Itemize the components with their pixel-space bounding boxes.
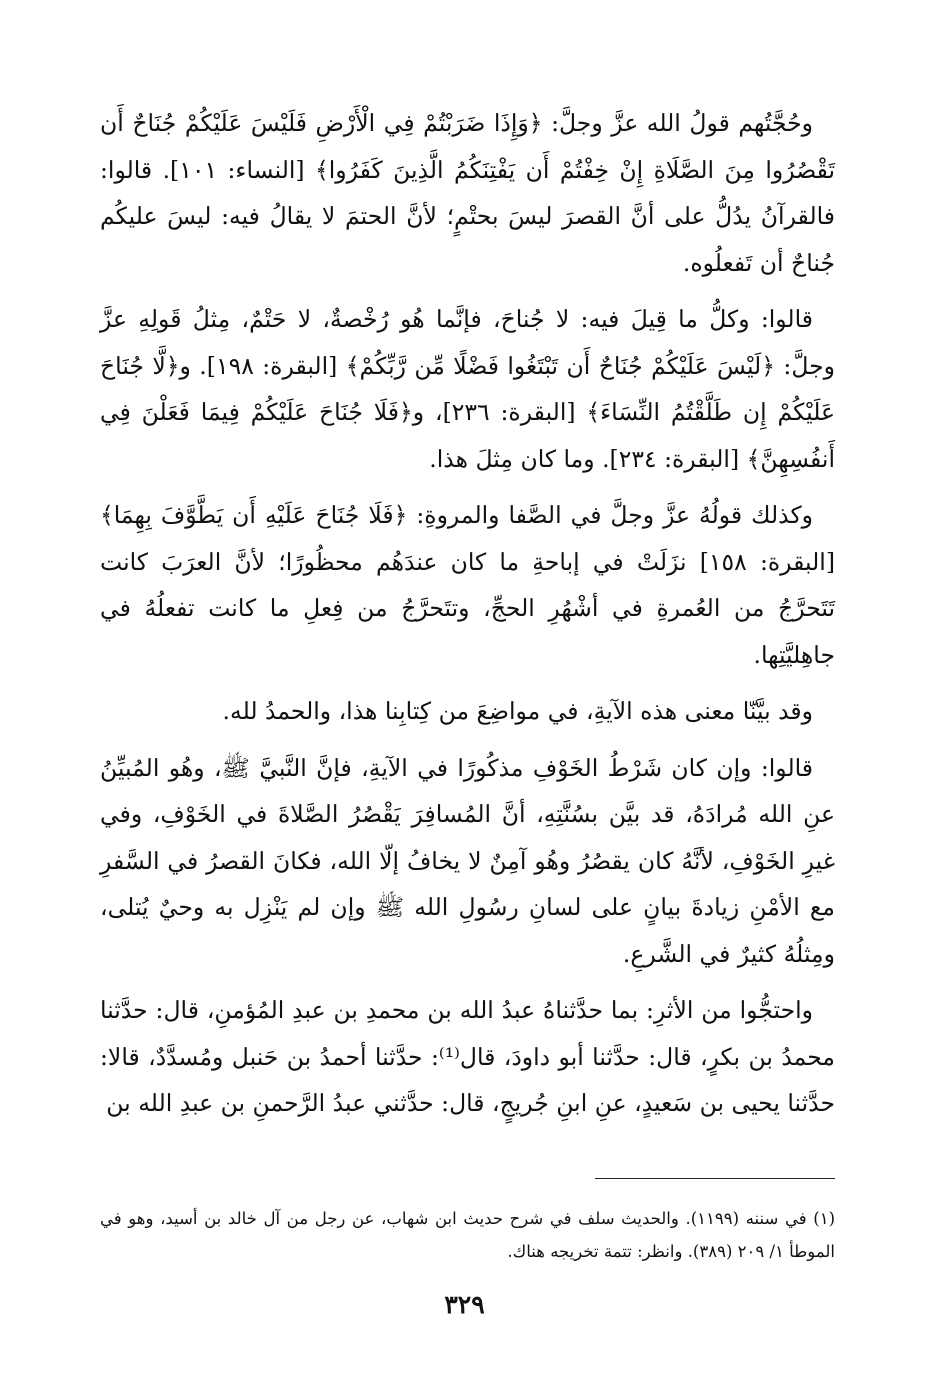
paragraph-4: وقد بيَّنّا معنى هذه الآيةِ، في مواضِعَ من كِتابِنا هذا، والحمدُ لله. (222, 697, 813, 725)
footnote-divider (595, 1178, 835, 1179)
paragraph-2: قالوا: وكلُّ ما قِيلَ فيه: لا جُناحَ، فإنَّما هُو رُخْصةٌ، لا حَتْمٌ، مِثلُ قَولِهِ عزَّ وجلَّ: ﴿لَيْسَ عَلَيْكُمْ جُنَاحٌ أَن تَبْتَغُوا فَضْلًا مِّن رَّبِّكُمْ﴾ [البقرة: ١٩٨]. و﴿لَّا جُنَاحَ عَلَيْكُمْ إِن طَلَّقْتُمُ النِّسَاءَ﴾ [البقرة: ٢٣٦]، و﴿فَلَا جُنَاحَ عَلَيْكُمْ فِيمَا فَعَلْنَ فِي أَنفُسِهِنَّ﴾ [البقرة: ٢٣٤]. وما كان مِثلَ هذا. (100, 305, 835, 473)
paragraph-6: واحتجُّوا من الأثرِ: بما حدَّثناهُ عبدُ الله بن محمدِ بن عبدِ المُؤمنِ، قال: حدَّثنا محمدُ بن بكرٍ، قال: حدَّثنا أبو داودَ، قال⁽¹⁾: حدَّثنا أحمدُ بن حَنبل ومُسدَّدٌ، قالا: حدَّثنا يحيى بن سَعيدٍ، عنِ ابنِ جُريجٍ، قال: حدَّثني عبدُ الرَّحمنِ بن عبدِ الله بن (100, 996, 835, 1117)
page-number: ٣٢٩ (444, 1290, 485, 1319)
main-text (100, 100, 835, 1127)
paragraph-1: وحُجَّتُهم قولُ الله عزَّ وجلَّ: ﴿وَإِذَا ضَرَبْتُمْ فِي الْأَرْضِ فَلَيْسَ عَلَيْكُمْ جُنَاحٌ أَن تَقْصُرُوا مِنَ الصَّلَاةِ إِنْ خِفْتُمْ أَن يَفْتِنَكُمُ الَّذِينَ كَفَرُوا﴾ [النساء: ١٠١]. قالوا: فالقرآنُ يدُلُّ على أنَّ القصرَ ليسَ بحتْمٍ؛ لأنَّ الحتمَ لا يقالُ فيه: ليسَ عليكُم جُناحٌ أن تَفعلُوه. (100, 109, 835, 277)
paragraph-3: وكذلك قولُهُ عزَّ وجلَّ في الصَّفا والمروةِ: ﴿فَلَا جُنَاحَ عَلَيْهِ أَن يَطَّوَّفَ بِهِمَا﴾ [البقرة: ١٥٨] نزَلَتْ في إباحةِ ما كان عندَهُم محظُورًا؛ لأنَّ العرَبَ كانت تَتَحرَّجُ من العُمرةِ في أشْهُرِ الحجِّ، وتتَحرَّجُ من فِعلِ ما كانت تفعلُهُ في جاهِليَّتِها. (100, 501, 835, 669)
paragraph-5: قالوا: وإن كان شَرْطُ الخَوْفِ مذكُورًا في الآيةِ، فإنَّ النَّبيَّ ﷺ، وهُو المُبيِّنُ عنِ الله مُرادَهُ، قد بيَّن بسُنَّتِهِ، أنَّ المُسافِرَ يَقْصُرُ الصَّلاةَ في الخَوْفِ، وفي غيرِ الخَوْفِ، لأنَّهُ كان يقصُرُ وهُو آمِنٌ لا يخافُ إلّا الله، فكانَ القصرُ في السَّفرِ مع الأمْنِ زيادةَ بيانٍ على لسانِ رسُولِ الله ﷺ وإن لم يَنْزِل به وحيٌ يُتلى، ومِثلُهُ كثيرٌ في الشَّرعِ. (100, 753, 835, 968)
footnote: (١) في سننه (١١٩٩). والحديث سلف في شرح حديث ابن شهاب، عن رجل من آل خالد بن أسيد، وهو في الموطأ ١/ ٢٠٩ (٣٨٩). وانظر: تتمة تخريجه هناك. (100, 1209, 835, 1261)
